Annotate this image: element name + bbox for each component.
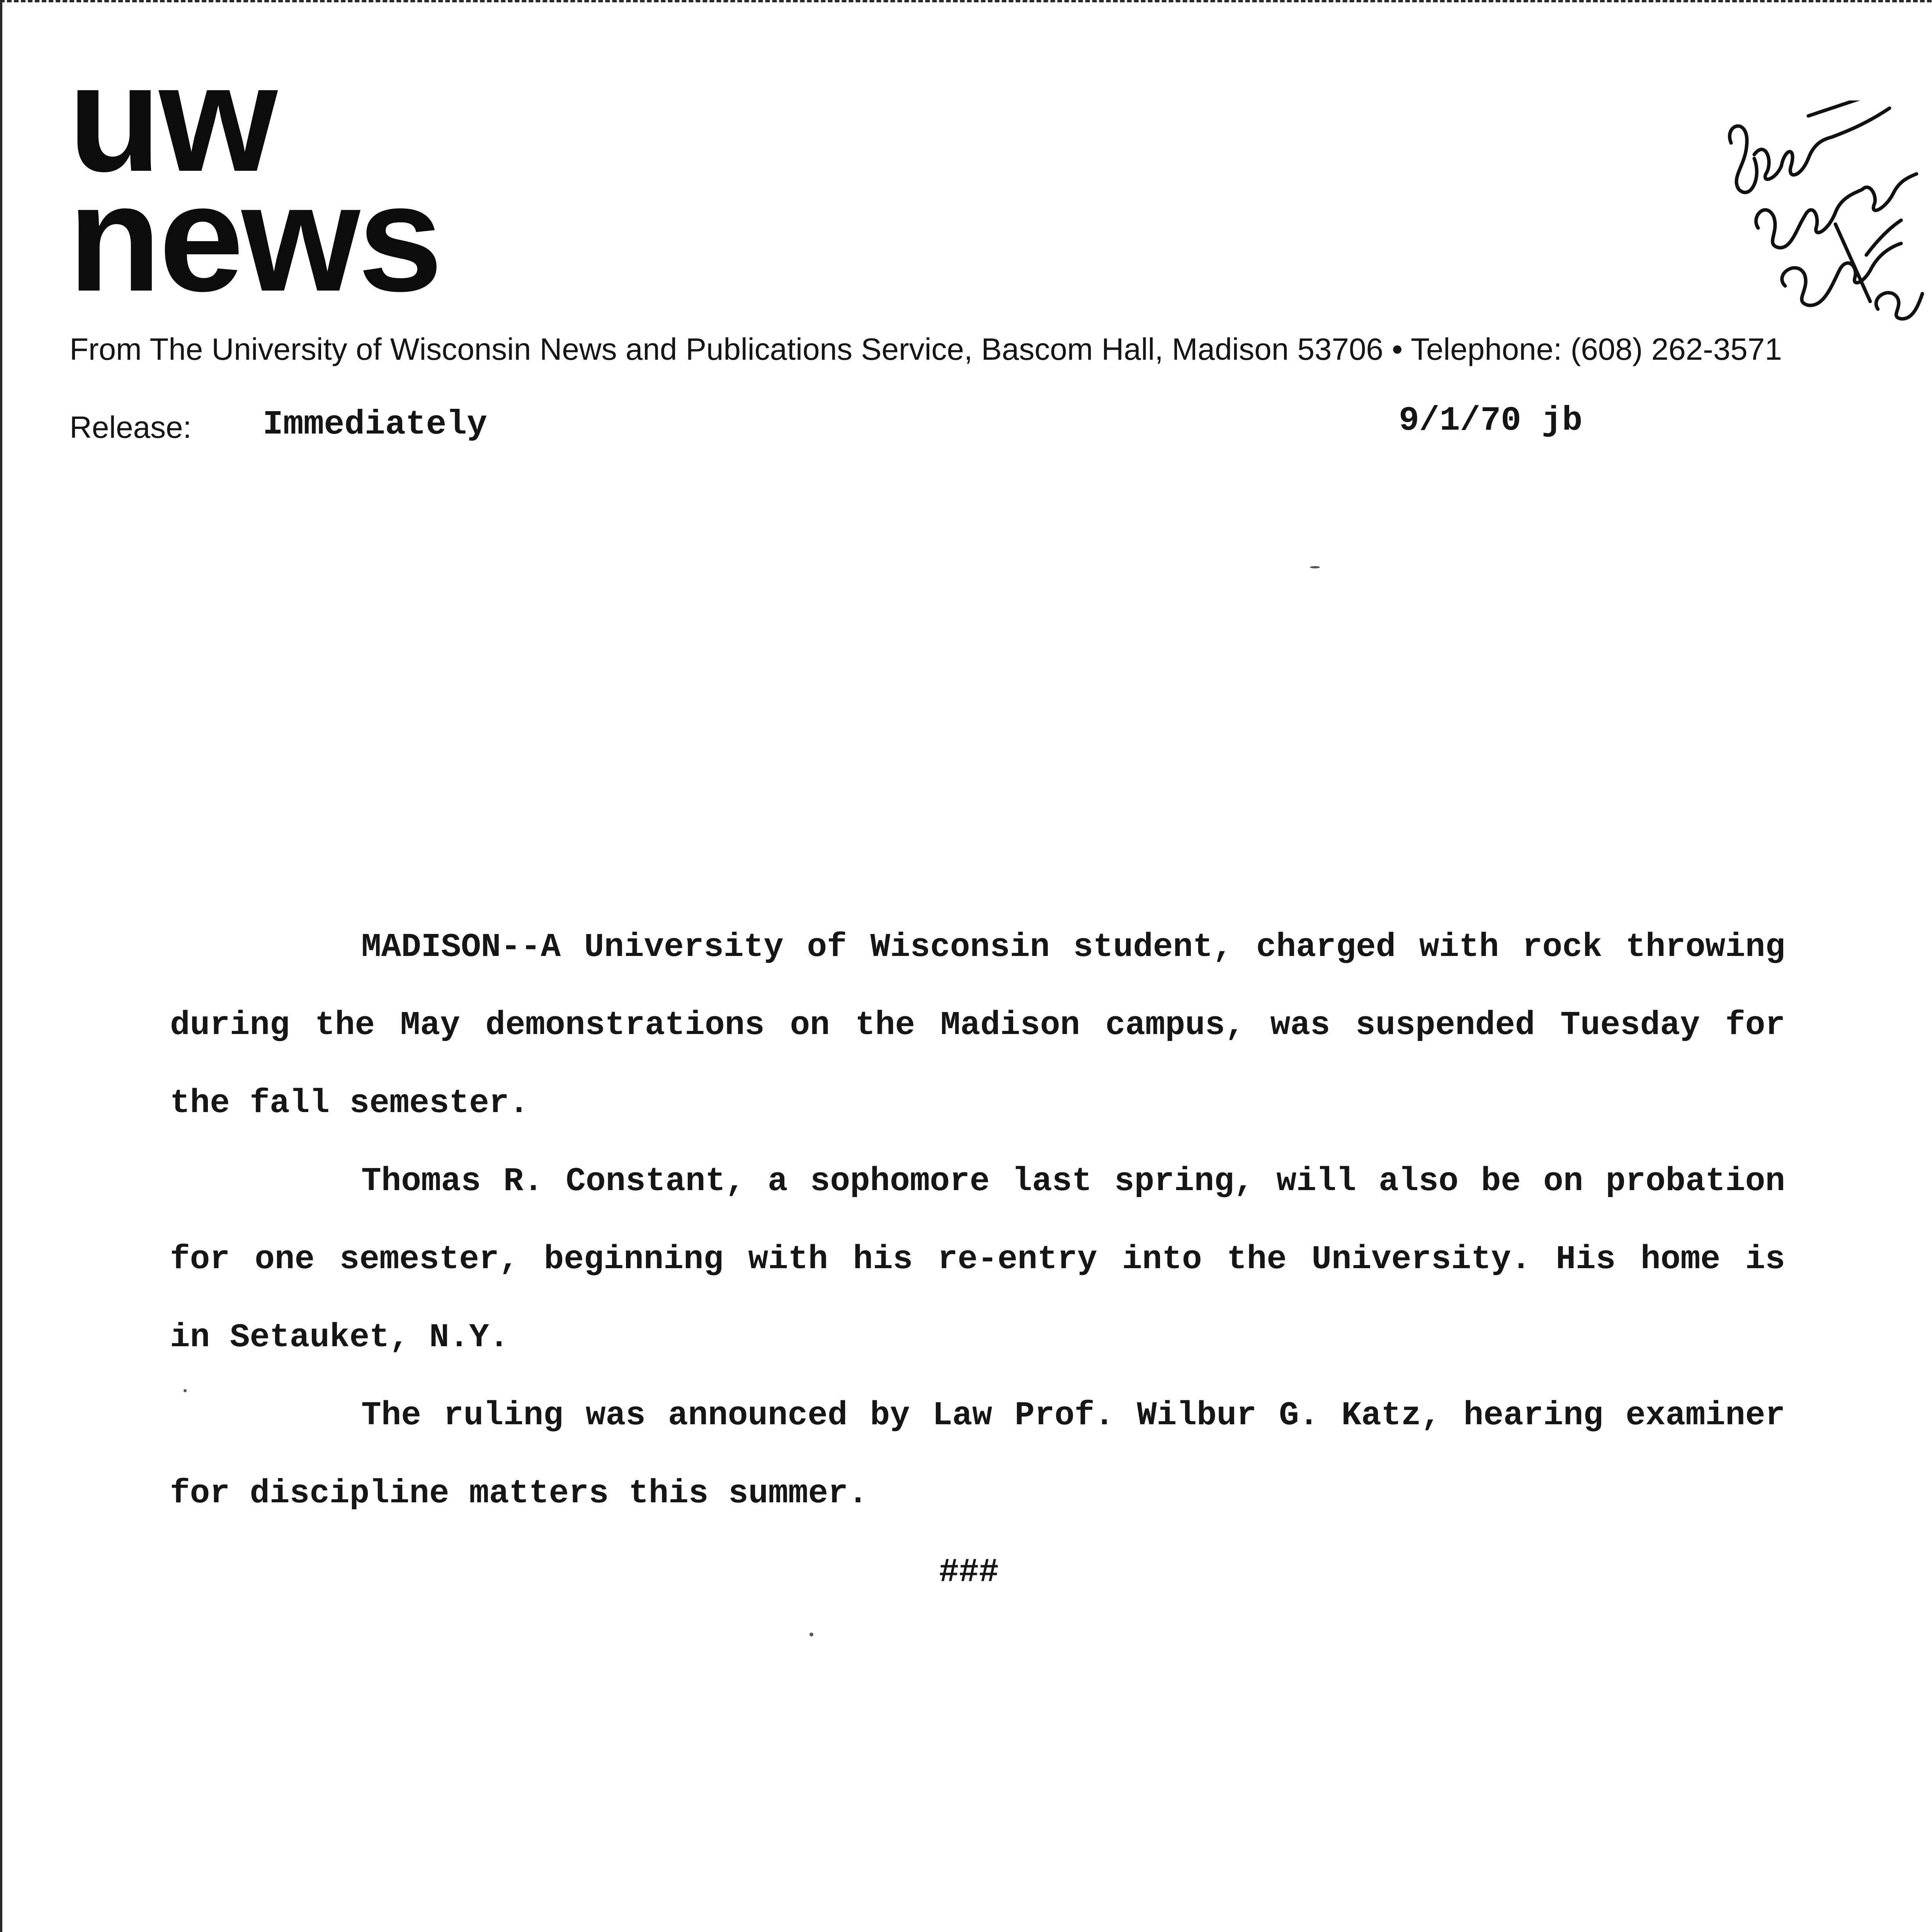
end-mark: ### — [939, 1553, 999, 1591]
article-body — [170, 908, 1785, 1532]
publisher-address-line: From The University of Wisconsin News and Publications Service, Bascom Hall, Madison 53706 • Telephone: (608) 262-3571 — [70, 332, 1782, 366]
masthead-line-uw: uw — [68, 32, 276, 203]
handwritten-signature — [1708, 100, 1924, 325]
masthead-logo — [68, 32, 440, 323]
scan-speck — [1310, 566, 1320, 568]
paragraph-2: Thomas R. Constant, a sophomore last spring, will also be on probation for one semester, beginning with his re-entry into the University. His home is in Setauket, N.Y. — [170, 1162, 1785, 1356]
release-value: Immediately — [263, 406, 487, 444]
paragraph-3: The ruling was announced by Law Prof. Wilbur G. Katz, hearing examiner for discipline matters this summer. — [170, 1396, 1785, 1512]
release-label: Release: — [70, 410, 192, 444]
scan-speck — [810, 1633, 813, 1636]
paragraph-1: MADISON--A University of Wisconsin student, charged with rock throwing during the May demonstrations on the Madison campus, was suspended Tuesday for the fall semester. — [170, 928, 1785, 1122]
scan-speck — [184, 1389, 187, 1392]
release-date-code: 9/1/70 jb — [1399, 402, 1583, 440]
masthead-line-news: news — [68, 152, 440, 323]
